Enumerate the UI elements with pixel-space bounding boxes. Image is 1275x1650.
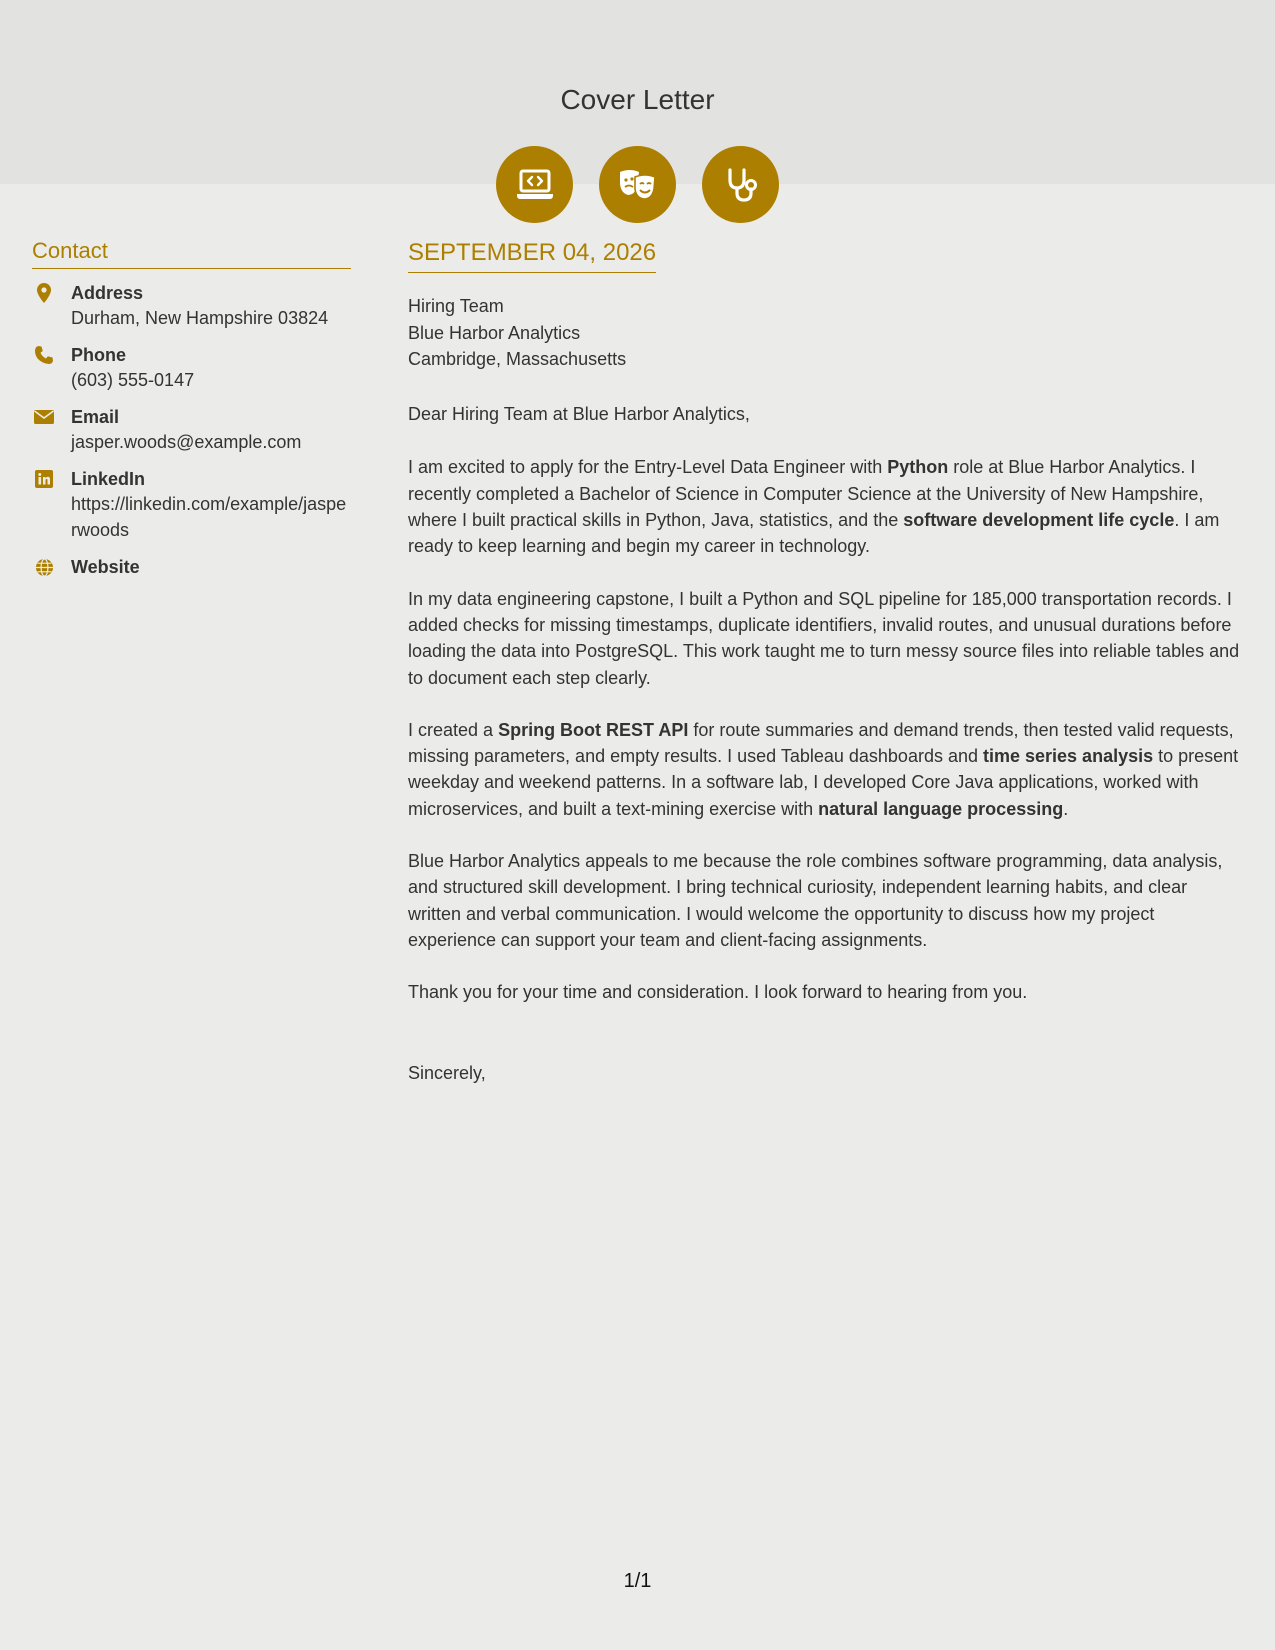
letter-date: SEPTEMBER 04, 2026 [408, 240, 656, 273]
contact-value: (603) 555-0147 [71, 370, 195, 390]
contact-value: jasper.woods@example.com [71, 432, 302, 452]
stethoscope-icon [702, 146, 779, 223]
contact-item-phone [32, 343, 351, 393]
page-number: 1/1 [623, 1570, 652, 1592]
map-pin-icon [34, 283, 54, 303]
contact-link[interactable]: https://linkedin.com/example/jasperwoods [71, 494, 347, 540]
contact-item-email [32, 405, 351, 455]
recipient-line: Blue Harbor Analytics [408, 322, 581, 343]
letter-body [408, 240, 1244, 1086]
contact-heading: Contact [32, 238, 351, 269]
paragraph-thanks: Thank you for your time and consideration. I look forward to hearing from you. [408, 982, 1028, 1003]
contact-item-website [32, 555, 351, 585]
contact-sidebar [32, 238, 351, 597]
recipient-line: Hiring Team [408, 296, 504, 317]
contact-label: LinkedIn [71, 469, 146, 489]
paragraph-motivation: Blue Harbor Analytics appeals to me because the role combines software programming, data analysis, and structured skill development. I bring technical curiosity, independent learning habits, and clear written and verbal communication. I would welcome the opportunity to discuss how my project experience can support your team and client-facing assignments. [408, 851, 1223, 950]
laptop-code-icon [496, 146, 573, 223]
contact-label: Address [71, 283, 144, 303]
salutation: Dear Hiring Team at Blue Harbor Analytics, [408, 404, 750, 425]
contact-value: Durham, New Hampshire 03824 [71, 308, 329, 328]
theater-masks-icon [599, 146, 676, 223]
phone-icon [34, 345, 54, 365]
contact-label: Phone [71, 345, 127, 365]
contact-label: Website [71, 557, 140, 577]
linkedin-icon [34, 469, 54, 489]
contact-label: Email [71, 407, 120, 427]
closing: Sincerely, [408, 1062, 486, 1083]
globe-icon [34, 557, 54, 577]
header-icon-row [0, 146, 1275, 223]
contact-list [32, 281, 351, 585]
contact-item-address [32, 281, 351, 331]
contact-item-linkedin [32, 467, 351, 543]
recipient-block [408, 293, 1244, 372]
paragraph-capstone: In my data engineering capstone, I built a Python and SQL pipeline for 185,000 transportation records. I added checks for missing timestamps, duplicate identifiers, invalid routes, and unusual durations before loading the data into PostgreSQL. This work taught me to turn messy source files into reliable tables and to document each step clearly. [408, 588, 1240, 688]
paragraph-intro: I am excited to apply for the Entry-Level Data Engineer with Python role at Blue Harbor Analytics. I recently completed a Bachelor of Science in Computer Science at the University of New Hampshire, where I built practical skills in Python, Java, statistics, and the software development life cycle. I am ready to keep learning and begin my career in technology. [408, 457, 1220, 557]
paragraph-projects: I created a Spring Boot REST API for route summaries and demand trends, then tested valid requests, missing parameters, and empty results. I used Tableau dashboards and time series analysis to present weekday and weekend patterns. In a software lab, I developed Core Java applications, worked with microservices, and built a text-mining exercise with natural language processing. [408, 719, 1239, 819]
recipient-line: Cambridge, Massachusetts [408, 348, 627, 369]
page-title: Cover Letter [560, 84, 715, 115]
envelope-icon [34, 407, 54, 427]
